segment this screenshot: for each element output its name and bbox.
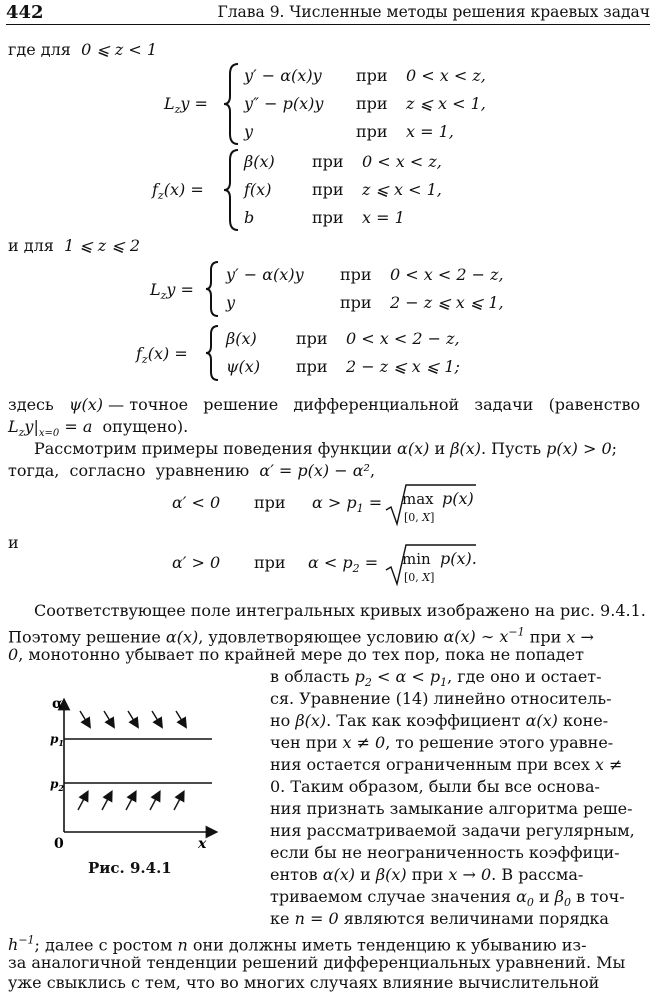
eq2-min: min [402, 550, 431, 568]
fig-origin-label: 0 [54, 836, 64, 852]
para3-line3: 0, монотонно убывает по крайней мере до тех пор, пока не попадет [8, 645, 584, 664]
wrap-line-12: ке n = 0 являются величинами порядка [270, 909, 609, 928]
fz2-row1-cond: 0 < x < 2 − z, [346, 329, 460, 348]
fig-x-label: x [198, 836, 207, 852]
fz2-row1-expr: β(x) [226, 329, 257, 348]
fz-block1-lhs: $f_z(x)$ = [152, 180, 204, 203]
figure-caption: Рис. 9.4.1 [88, 859, 172, 877]
final-line-3: уже свыклись с тем, что во многих случаях влияние вычислительной [8, 973, 600, 992]
fz-row1-expr: β(x) [244, 152, 275, 171]
fz2-row1-word: при [296, 329, 328, 348]
wrap-line-10: ентов α(x) и β(x) при x → 0. В рассма- [270, 865, 584, 884]
lz-row3-cond: x = 1, [406, 122, 454, 141]
wrap-line-7: ния признать замыкание алгоритма реше- [270, 799, 633, 818]
lz2-row1-cond: 0 < x < 2 − z, [390, 265, 504, 284]
wrap-line-5: ния остается ограниченным при всех x ≠ [270, 755, 623, 774]
lz2-row1-word: при [340, 265, 372, 284]
para2-line2: тогда, согласно уравнению α′ = p(x) − α², [8, 461, 376, 480]
lz-block1-lhs: $L_zy$ = [164, 94, 208, 117]
fz-block2-lhs: $f_z(x)$ = [136, 344, 188, 367]
para2-line1: Рассмотрим примеры поведения функции α(x) и β(x). Пусть p(x) > 0; [34, 439, 618, 458]
brace-left [222, 62, 242, 146]
lz2-row2-cond: 2 − z ⩽ x ⩽ 1, [390, 293, 504, 312]
wrap-line-1: в область $p_2 < \alpha < p_1$, где оно и остает- [270, 667, 602, 690]
eq2-sub: [0, X] [404, 571, 435, 584]
fz-row1-word: при [312, 152, 344, 171]
fz-row2-cond: z ⩽ x < 1, [362, 180, 442, 199]
running-head: Глава 9. Численные методы решения краевых задач [217, 3, 650, 21]
lz-row1-cond: 0 < x < z, [406, 66, 486, 85]
eq1-sub: [0, X] [404, 511, 435, 524]
figure-9-4-1 [40, 682, 230, 852]
increasing-direction-arrows [78, 795, 182, 810]
intro-condition-1: где для 0 ⩽ z < 1 [8, 40, 158, 59]
lz2-row2-word: при [340, 293, 372, 312]
para1-line2: $L_zy|_{x=0} = a$ опущено). [8, 417, 189, 440]
brace-left [222, 148, 242, 232]
fz2-row2-word: при [296, 357, 328, 376]
lz-block2-lhs: $L_zy$ = [150, 280, 194, 303]
lz-row2-expr: y″ − p(x)y [244, 94, 324, 113]
lz-row3-expr: y [244, 122, 254, 141]
page-number: 442 [6, 2, 44, 23]
eq1-lhs: α′ < 0 [172, 493, 221, 512]
eq1-cond: $\alpha > p_1$ = [312, 493, 383, 516]
fig-p1-label: $p_1$ [50, 732, 64, 748]
eq2-lhs: α′ > 0 [172, 553, 221, 572]
para3-line2: Поэтому решение α(x), удовлетворяющее условию α(x) ∼ $x^{-1}$ при x → [8, 626, 594, 647]
fz2-row2-cond: 2 − z ⩽ x ⩽ 1; [346, 357, 460, 376]
fz2-row2-expr: ψ(x) [226, 357, 261, 376]
fz-row2-word: при [312, 180, 344, 199]
lz2-row1-expr: y′ − α(x)y [226, 265, 304, 284]
intro-condition-2: и для 1 ⩽ z ⩽ 2 [8, 236, 140, 255]
wrap-line-11: триваемом случае значения $\alpha_0$ и $\beta_0$ в точ- [270, 887, 625, 910]
page-header [6, 0, 650, 25]
lz-row3-word: при [356, 122, 388, 141]
lz-row1-word: при [356, 66, 388, 85]
eq2-word: при [254, 553, 286, 572]
fz-row3-cond: x = 1 [362, 208, 405, 227]
lz-row2-cond: z ⩽ x < 1, [406, 94, 486, 113]
wrap-line-2: ся. Уравнение (14) линейно относитель- [270, 689, 612, 708]
fz-row2-expr: f(x) [244, 180, 272, 199]
lz-row2-word: при [356, 94, 388, 113]
wrap-line-3: но β(x). Так как коэффициент α(x) коне- [270, 711, 609, 730]
eq2-cond: $\alpha < p_2$ = [308, 553, 379, 576]
brace-left [204, 324, 222, 382]
fz-row3-word: при [312, 208, 344, 227]
wrap-line-8: ния рассматриваемой задачи регулярным, [270, 821, 635, 840]
eq2-arg: p(x). [440, 549, 477, 568]
eq1-word: при [254, 493, 286, 512]
wrap-line-6: 0. Таким образом, были бы все основа- [270, 777, 600, 796]
fz-row1-cond: 0 < x < z, [362, 152, 442, 171]
and-word: и [8, 533, 19, 552]
eq1-arg: p(x) [442, 489, 474, 508]
wrap-line-9: если бы не неограниченность коэффици- [270, 843, 620, 862]
wrap-line-4: чен при x ≠ 0, то решение этого уравне- [270, 733, 614, 752]
para1-line1: здесь ψ(x) — точное решение дифференциальной задачи (равенство [8, 395, 641, 414]
decreasing-direction-arrows [80, 711, 184, 724]
final-line-1: $h^{-1}$; далее с ростом n они должны иметь тенденцию к убыванию из- [8, 934, 587, 955]
fz-row3-expr: b [244, 208, 255, 227]
eq1-max: max [402, 490, 434, 508]
fig-alpha-label: α [52, 696, 63, 712]
para3-line1: Соответствующее поле интегральных кривых изображено на рис. 9.4.1. [34, 601, 646, 620]
fig-p2-label: $p_2$ [50, 777, 64, 793]
lz-row1-expr: y′ − α(x)y [244, 66, 322, 85]
lz2-row2-expr: y [226, 293, 236, 312]
brace-left [204, 260, 222, 318]
final-line-2: за аналогичной тенденции решений дифференциальных уравнений. Мы [8, 953, 626, 972]
